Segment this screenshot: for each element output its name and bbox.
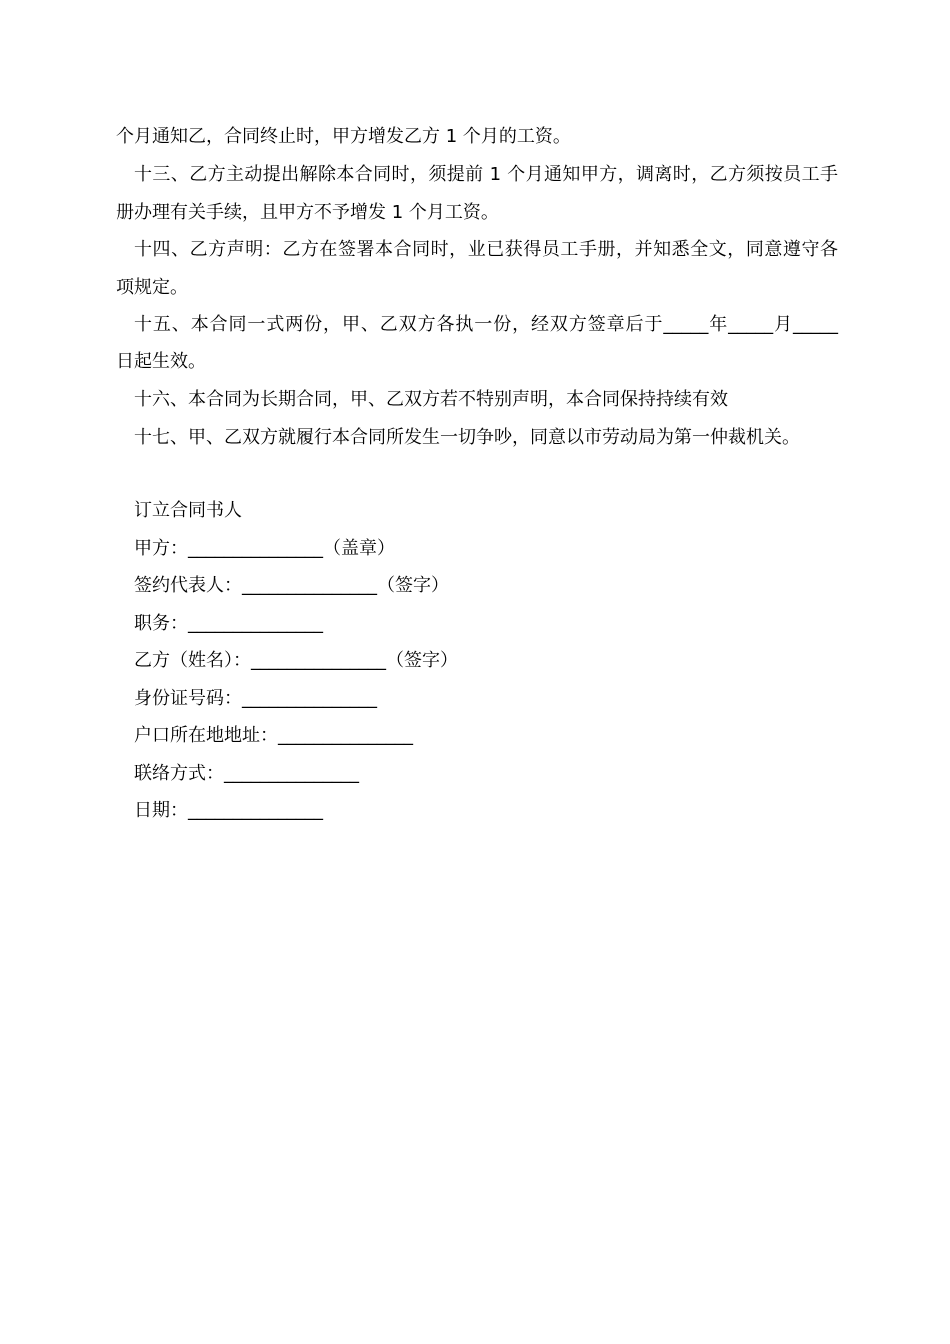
position-line: 职务：_______________ <box>134 613 323 634</box>
clause-16: 十六、本合同为长期合同，甲、乙双方若不特别声明，本合同保持持续有效 <box>134 389 728 410</box>
clause-15-line-2: 日起生效。 <box>116 351 206 372</box>
signature-title: 订立合同书人 <box>134 500 242 521</box>
representative-line: 签约代表人：_______________（签字） <box>134 575 449 596</box>
party-a-line: 甲方：_______________（盖章） <box>134 538 395 559</box>
clause-17: 十七、甲、乙双方就履行本合同所发生一切争吵，同意以市劳动局为第一仲裁机关。 <box>134 427 800 448</box>
clause-12-continued: 个月通知乙，合同终止时，甲方增发乙方 1 个月的工资。 <box>116 126 571 147</box>
clause-14-line-1: 十四、乙方声明：乙方在签署本合同时，业已获得员工手册，并知悉全文，同意遵守各 <box>134 239 838 260</box>
clause-13-line-2: 册办理有关手续，且甲方不予增发 1 个月工资。 <box>116 202 499 223</box>
party-b-line: 乙方（姓名）：_______________（签字） <box>134 650 458 671</box>
date-line: 日期：_______________ <box>134 800 323 821</box>
id-number-line: 身份证号码：_______________ <box>134 688 377 709</box>
clause-13-line-1: 十三、乙方主动提出解除本合同时，须提前 1 个月通知甲方，调离时，乙方须按员工手 <box>134 164 838 185</box>
clause-14-line-2: 项规定。 <box>116 277 188 298</box>
clause-15-line-1: 十五、本合同一式两份，甲、乙双方各执一份，经双方签章后于_____年_____月_____ <box>134 314 838 335</box>
contact-line: 联络方式：_______________ <box>134 763 359 784</box>
address-line: 户口所在地地址：_______________ <box>134 725 413 746</box>
